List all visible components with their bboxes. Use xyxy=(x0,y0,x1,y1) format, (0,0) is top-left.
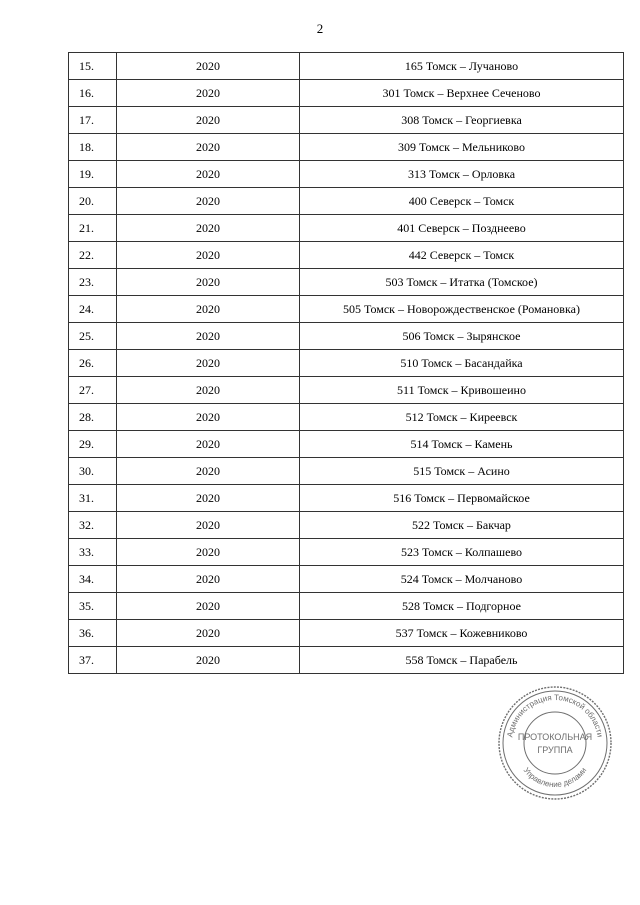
table-row xyxy=(69,323,624,350)
row-number-cell: 24. xyxy=(69,296,117,323)
row-number-cell: 19. xyxy=(69,161,117,188)
row-route-cell: 512 Томск – Киреевск xyxy=(300,404,624,431)
row-year-cell: 2020 xyxy=(117,296,300,323)
row-year-cell: 2020 xyxy=(117,215,300,242)
table-row xyxy=(69,134,624,161)
row-route-cell: 505 Томск – Новорождественское (Романовка) xyxy=(300,296,624,323)
row-number-cell: 23. xyxy=(69,269,117,296)
row-year-cell: 2020 xyxy=(117,647,300,674)
row-year-cell: 2020 xyxy=(117,134,300,161)
row-year-cell: 2020 xyxy=(117,377,300,404)
row-year-cell: 2020 xyxy=(117,593,300,620)
row-route-cell: 514 Томск – Камень xyxy=(300,431,624,458)
row-route-cell: 524 Томск – Молчаново xyxy=(300,566,624,593)
table-row xyxy=(69,620,624,647)
row-route-cell: 503 Томск – Итатка (Томское) xyxy=(300,269,624,296)
row-number-cell: 21. xyxy=(69,215,117,242)
row-number-cell: 36. xyxy=(69,620,117,647)
table-row xyxy=(69,269,624,296)
table-row xyxy=(69,485,624,512)
row-year-cell: 2020 xyxy=(117,188,300,215)
table-row xyxy=(69,242,624,269)
table-row xyxy=(69,404,624,431)
row-route-cell: 313 Томск – Орловка xyxy=(300,161,624,188)
row-route-cell: 516 Томск – Первомайское xyxy=(300,485,624,512)
row-number-cell: 28. xyxy=(69,404,117,431)
row-route-cell: 522 Томск – Бакчар xyxy=(300,512,624,539)
table-row xyxy=(69,188,624,215)
table-row xyxy=(69,296,624,323)
row-number-cell: 35. xyxy=(69,593,117,620)
page-number: 2 xyxy=(316,21,324,36)
row-route-cell: 537 Томск – Кожевниково xyxy=(300,620,624,647)
stamp-seal xyxy=(495,683,615,803)
table-row xyxy=(69,593,624,620)
row-route-cell: 506 Томск – Зырянское xyxy=(300,323,624,350)
row-number-cell: 31. xyxy=(69,485,117,512)
row-route-cell: 515 Томск – Асино xyxy=(300,458,624,485)
row-year-cell: 2020 xyxy=(117,458,300,485)
row-route-cell: 558 Томск – Парабель xyxy=(300,647,624,674)
row-number-cell: 17. xyxy=(69,107,117,134)
row-route-cell: 523 Томск – Колпашево xyxy=(300,539,624,566)
row-route-cell: 309 Томск – Мельниково xyxy=(300,134,624,161)
row-number-cell: 34. xyxy=(69,566,117,593)
row-year-cell: 2020 xyxy=(117,539,300,566)
row-number-cell: 30. xyxy=(69,458,117,485)
row-number-cell: 37. xyxy=(69,647,117,674)
row-year-cell: 2020 xyxy=(117,53,300,80)
table-row xyxy=(69,161,624,188)
row-year-cell: 2020 xyxy=(117,404,300,431)
row-year-cell: 2020 xyxy=(117,80,300,107)
stamp-bottom-text: Управление делами xyxy=(521,765,589,790)
routes-table xyxy=(68,52,624,674)
table-row xyxy=(69,566,624,593)
row-year-cell: 2020 xyxy=(117,431,300,458)
stamp-outer-text: Администрация Томской области xyxy=(505,692,605,738)
row-year-cell: 2020 xyxy=(117,323,300,350)
table-row xyxy=(69,458,624,485)
row-year-cell: 2020 xyxy=(117,107,300,134)
row-route-cell: 528 Томск – Подгорное xyxy=(300,593,624,620)
table-row xyxy=(69,647,624,674)
stamp-center-line1: ПРОТОКОЛЬНАЯ xyxy=(517,732,593,742)
row-year-cell: 2020 xyxy=(117,242,300,269)
row-route-cell: 401 Северск – Позднеево xyxy=(300,215,624,242)
row-number-cell: 20. xyxy=(69,188,117,215)
table-row xyxy=(69,512,624,539)
row-number-cell: 15. xyxy=(69,53,117,80)
row-year-cell: 2020 xyxy=(117,350,300,377)
row-year-cell: 2020 xyxy=(117,485,300,512)
row-number-cell: 22. xyxy=(69,242,117,269)
row-number-cell: 32. xyxy=(69,512,117,539)
row-number-cell: 26. xyxy=(69,350,117,377)
row-route-cell: 308 Томск – Георгиевка xyxy=(300,107,624,134)
row-year-cell: 2020 xyxy=(117,620,300,647)
row-year-cell: 2020 xyxy=(117,269,300,296)
row-number-cell: 18. xyxy=(69,134,117,161)
row-number-cell: 16. xyxy=(69,80,117,107)
routes-table-body xyxy=(69,53,624,674)
row-route-cell: 400 Северск – Томск xyxy=(300,188,624,215)
row-number-cell: 29. xyxy=(69,431,117,458)
table-row xyxy=(69,107,624,134)
table-row xyxy=(69,215,624,242)
stamp-center-line2: ГРУППА xyxy=(537,745,573,755)
table-row xyxy=(69,539,624,566)
table-row xyxy=(69,53,624,80)
table-row xyxy=(69,350,624,377)
table-row xyxy=(69,80,624,107)
table-row xyxy=(69,377,624,404)
row-number-cell: 25. xyxy=(69,323,117,350)
table-row xyxy=(69,431,624,458)
row-route-cell: 165 Томск – Лучаново xyxy=(300,53,624,80)
row-route-cell: 511 Томск – Кривошеино xyxy=(300,377,624,404)
row-year-cell: 2020 xyxy=(117,512,300,539)
row-number-cell: 27. xyxy=(69,377,117,404)
row-year-cell: 2020 xyxy=(117,161,300,188)
row-year-cell: 2020 xyxy=(117,566,300,593)
row-route-cell: 442 Северск – Томск xyxy=(300,242,624,269)
row-number-cell: 33. xyxy=(69,539,117,566)
row-route-cell: 510 Томск – Басандайка xyxy=(300,350,624,377)
row-route-cell: 301 Томск – Верхнее Сеченово xyxy=(300,80,624,107)
